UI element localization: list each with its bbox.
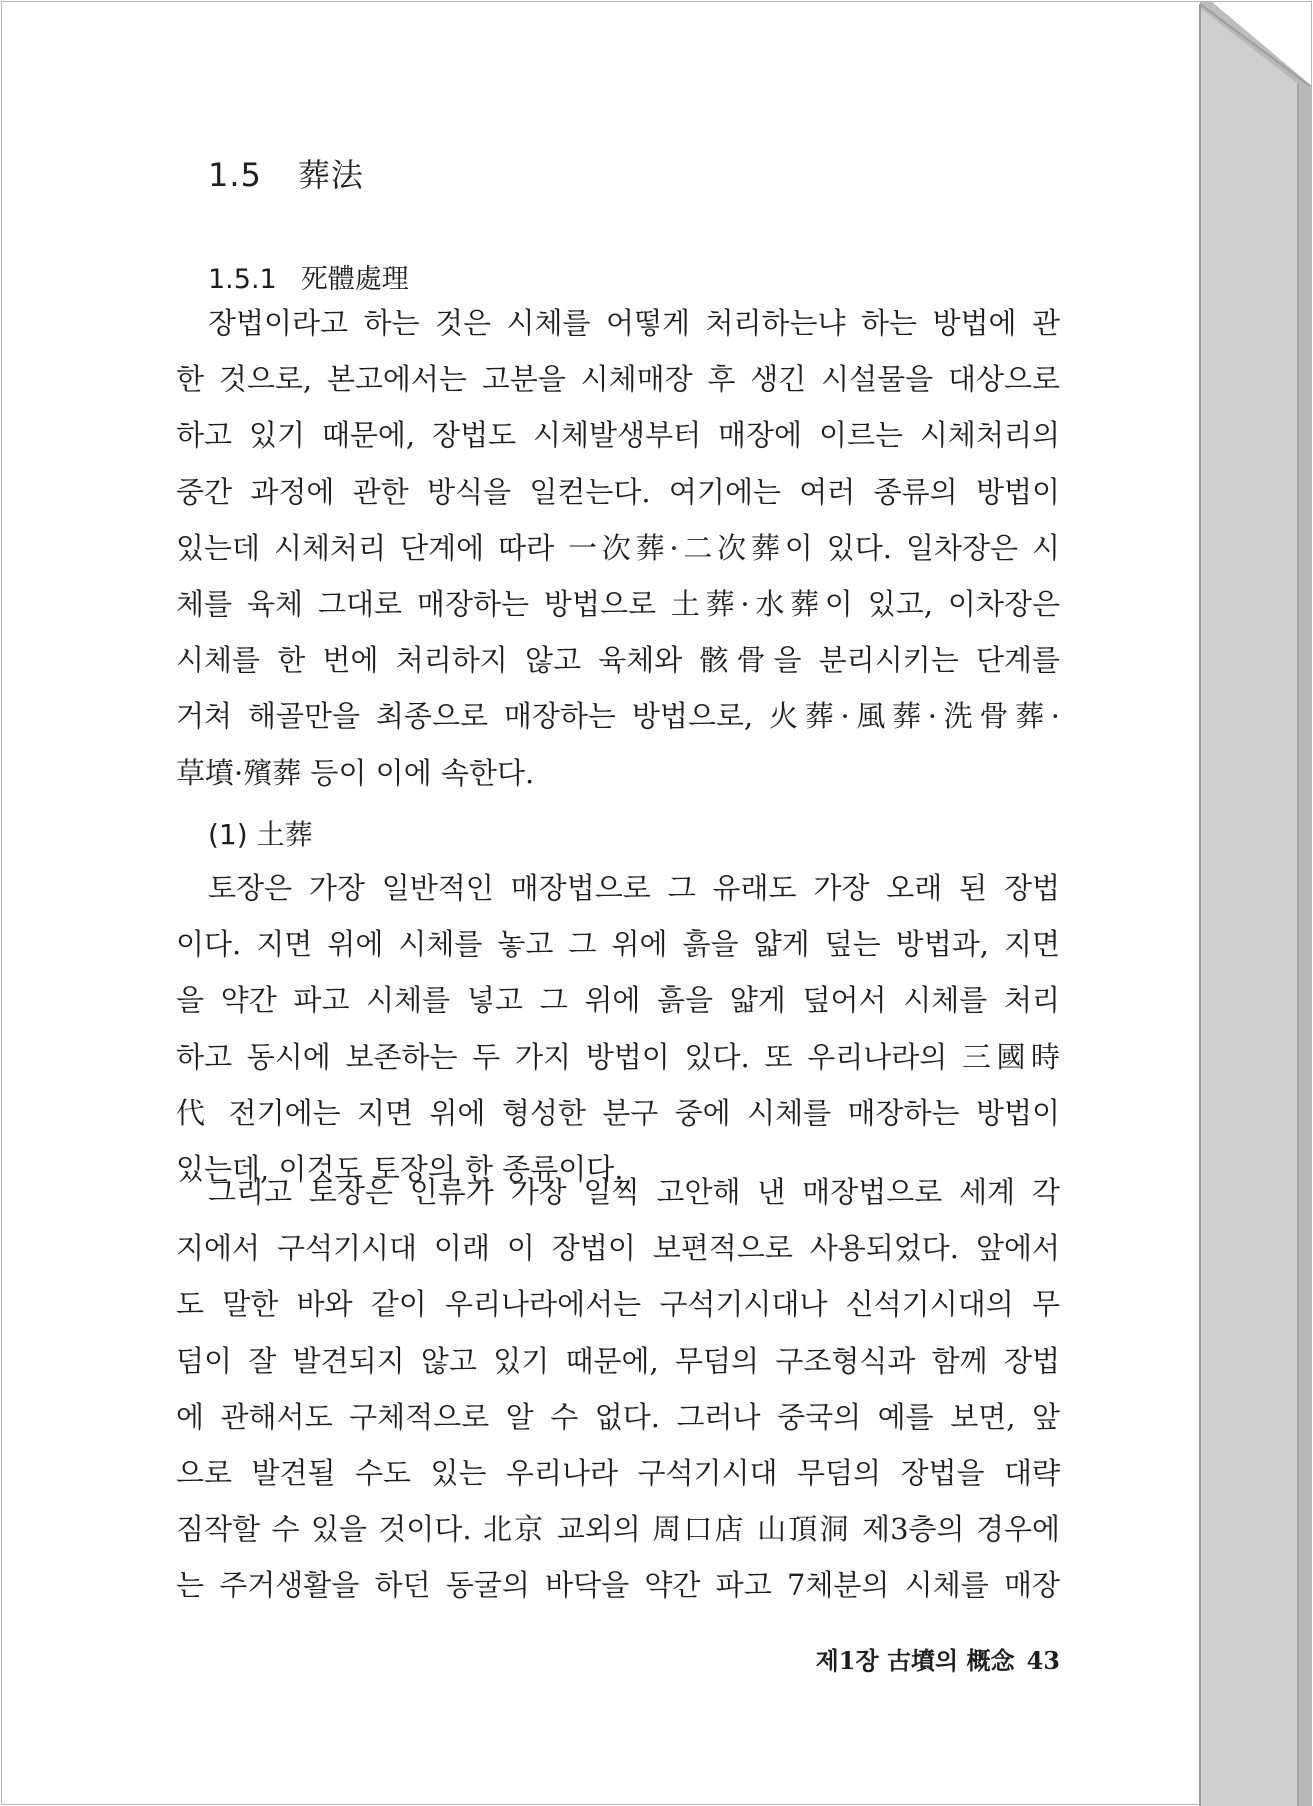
item-heading: (1) 土葬 bbox=[208, 818, 313, 851]
text-line: 을 약간 파고 시체를 넣고 그 위에 흙을 얇게 덮어서 시체를 처리 bbox=[176, 983, 1060, 1018]
text-line: 草墳·殯葬 등이 이에 속한다. bbox=[176, 755, 535, 790]
text-line: 중간 과정에 관한 방식을 일컫는다. 여기에는 여러 종류의 방법이 bbox=[176, 474, 1060, 509]
text-line: 한 것으로, 본고에서는 고분을 시체매장 후 생긴 시설물을 대상으로 bbox=[176, 362, 1060, 397]
subsection-heading bbox=[208, 257, 409, 296]
text-line: 토장은 가장 일반적인 매장법으로 그 유래도 가장 오래 된 장법 bbox=[208, 871, 1060, 905]
subsection-number: 1.5.1 bbox=[208, 264, 277, 295]
text-line: 는 주거생활을 하던 동굴의 바닥을 약간 파고 7체분의 시체를 매장 bbox=[176, 1568, 1060, 1603]
text-line: 代 전기에는 지면 위에 형성한 분구 중에 시체를 매장하는 방법이 bbox=[176, 1095, 1060, 1130]
page-number: 43 bbox=[1026, 1646, 1060, 1675]
text-line: 덤이 잘 발견되지 않고 있기 때문에, 무덤의 구조형식과 함께 장법 bbox=[176, 1343, 1060, 1378]
text-line: 시체를 한 번에 처리하지 않고 육체와 骸骨을 분리시키는 단계를 bbox=[176, 643, 1060, 678]
subsection-title: 死體處理 bbox=[300, 264, 409, 295]
section-title: 葬法 bbox=[297, 156, 364, 194]
text-line: 체를 육체 그대로 매장하는 방법으로 土葬·水葬이 있고, 이차장은 bbox=[176, 586, 1060, 621]
text-line: 하고 있기 때문에, 장법도 시체발생부터 매장에 이르는 시체처리의 bbox=[176, 418, 1060, 453]
text-line: 이다. 지면 위에 시체를 놓고 그 위에 흙을 얇게 덮는 방법과, 지면 bbox=[176, 927, 1060, 962]
text-line: 짐작할 수 있을 것이다. 北京 교외의 周口店 山頂洞 제3층의 경우에 bbox=[176, 1512, 1060, 1547]
page-footer bbox=[0, 1641, 1060, 1676]
paragraph-earth-burial-history bbox=[176, 1164, 1060, 1614]
text-line: 거쳐 해골만을 최종으로 매장하는 방법으로, 火葬·風葬·洗骨葬· bbox=[176, 699, 1060, 734]
paragraph-burial-methods bbox=[176, 295, 1060, 801]
running-chapter-title: 제1장 古墳의 概念 bbox=[815, 1646, 1015, 1675]
text-line: 도 말한 바와 같이 우리나라에서는 구석기시대나 신석기시대의 무 bbox=[176, 1287, 1060, 1322]
text-line: 에 관해서도 구체적으로 알 수 없다. 그러나 중국의 예를 보면, 앞 bbox=[176, 1399, 1060, 1434]
paragraph-earth-burial bbox=[176, 860, 1060, 1197]
text-line: 있는데 시체처리 단계에 따라 一次葬·二次葬이 있다. 일차장은 시 bbox=[176, 530, 1060, 565]
text-line: 장법이라고 하는 것은 시체를 어떻게 처리하는냐 하는 방법에 관 bbox=[208, 306, 1060, 340]
section-heading bbox=[208, 150, 364, 196]
text-line: 있는데, 이것도 토장의 한 종류이다. bbox=[176, 1151, 624, 1186]
text-line: 그리고 토장은 인류가 가장 일찍 고안해 낸 매장법으로 세계 각 bbox=[208, 1175, 1060, 1209]
text-line: 으로 발견될 수도 있는 우리나라 구석기시대 무덤의 장법을 대략 bbox=[176, 1455, 1060, 1490]
text-line: 하고 동시에 보존하는 두 가지 방법이 있다. 또 우리나라의 三國時 bbox=[176, 1039, 1060, 1074]
text-line: 지에서 구석기시대 이래 이 장법이 보편적으로 사용되었다. 앞에서 bbox=[176, 1231, 1060, 1266]
section-number: 1.5 bbox=[208, 156, 262, 194]
